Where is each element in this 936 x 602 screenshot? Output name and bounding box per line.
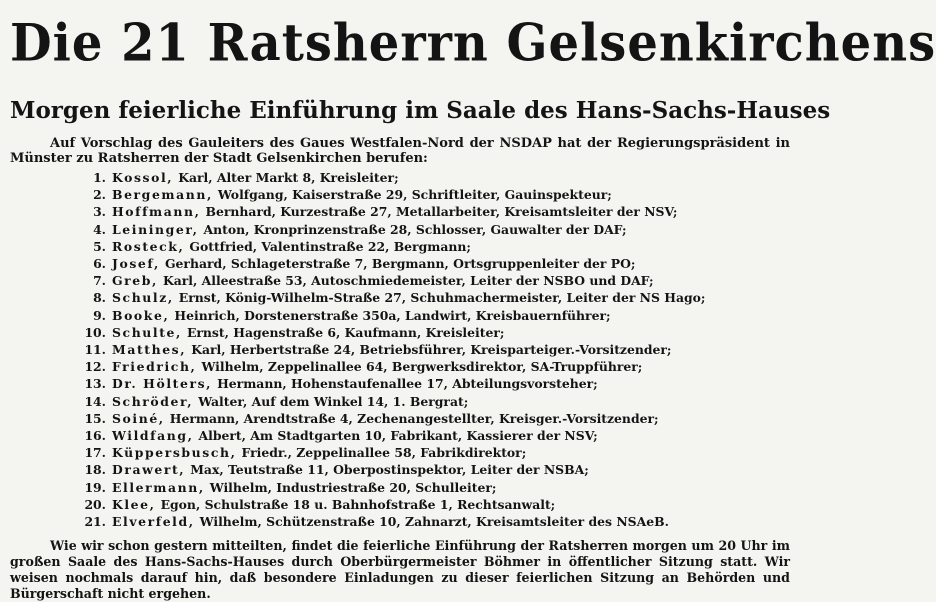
subhead: Morgen feierliche Einführung im Saale des Hans-Sachs-Hauses [10, 97, 831, 124]
entry-number: 12. [84, 359, 106, 375]
entry-number: 5. [93, 238, 106, 254]
entry-details: Wilhelm, Schützenstraße 10, Zahnarzt, Kreisamtsleiter des NSAeB. [199, 514, 669, 530]
entry-number: 16. [84, 428, 106, 444]
entry-number: 20. [84, 496, 106, 512]
entry-name: Elverfeld, [112, 514, 195, 530]
entry-number: 7. [93, 273, 106, 289]
entry-name: Küppersbusch, [112, 445, 237, 461]
ratsherr-entry [84, 169, 790, 186]
entry-number: 1. [93, 170, 106, 185]
entry-name: Leininger, [112, 221, 199, 237]
entry-details: Karl, Herbertstraße 24, Betriebsführer, Kreisparteiger.-Vorsitzender; [191, 342, 672, 358]
ratsherr-entry [84, 341, 790, 358]
entry-details: Anton, Kronprinzenstraße 28, Schlosser, Gauwalter der DAF; [203, 221, 627, 237]
entry-details: Karl, Alleestraße 53, Autoschmiedemeister, Leiter der NSBO und DAF; [162, 273, 654, 289]
entry-name: Josef, [112, 256, 160, 272]
entry-number: 19. [84, 479, 106, 495]
ratsherr-entry [84, 324, 790, 341]
closing-paragraph: Wie wir schon gestern mitteilten, findet die feierliche Einführung der Ratsherren morgen um 20 Uhr im großen Saale des Hans-Sachs-Hauses durch Oberbürgermeister Böhmer in öffentlicher Sitzung statt. Wir weisen nochmals darauf hin, daß besondere Einladungen zu dieser feierlichen Sitzung an Behörden und Bürgerschaft nicht ergehen. [10, 538, 790, 602]
entry-details: Max, Teutstraße 11, Oberpostinspektor, Leiter der NSBA; [190, 462, 589, 478]
entry-name: Dr. Hölters, [112, 376, 213, 392]
entry-name: Matthes, [112, 342, 187, 358]
entry-number: 3. [93, 204, 106, 220]
entry-number: 6. [93, 256, 106, 272]
ratsherr-entry [84, 479, 790, 496]
entry-number: 8. [93, 290, 106, 306]
ratsherr-entry [84, 238, 790, 255]
entry-details: Wolfgang, Kaiserstraße 29, Schriftleiter, Gauinspekteur; [217, 187, 612, 203]
ratsherr-entry [84, 496, 790, 513]
headline: Die 21 Ratsherrn Gelsenkirchens [10, 12, 936, 74]
entry-name: Rosteck, [112, 238, 185, 254]
entry-details: Karl, Alter Markt 8, Kreisleiter; [178, 170, 399, 185]
entry-name: Booke, [112, 307, 170, 323]
entry-details: Wilhelm, Zeppelinallee 64, Bergwerksdirektor, SA-Truppführer; [201, 359, 643, 375]
entry-name: Soiné, [112, 410, 165, 426]
entry-details: Bernhard, Kurzestraße 27, Metallarbeiter, Kreisamtsleiter der NSV; [205, 204, 678, 220]
ratsherr-entry [84, 186, 790, 203]
entry-name: Hoffmann, [112, 204, 201, 220]
entry-name: Schröder, [112, 393, 194, 409]
entry-number: 4. [93, 221, 106, 237]
intro-paragraph: Auf Vorschlag des Gauleiters des Gaues Westfalen-Nord der NSDAP hat der Regierungspräsident in Münster zu Ratsherren der Stadt Gelsenkirchen berufen: [10, 136, 790, 166]
entry-number: 9. [93, 307, 106, 323]
entry-details: Gottfried, Valentinstraße 22, Bergmann; [189, 238, 471, 254]
ratsherr-entry [84, 444, 790, 461]
entry-name: Klee, [112, 496, 156, 512]
entry-details: Ernst, Hagenstraße 6, Kaufmann, Kreisleiter; [186, 324, 505, 340]
entry-number: 17. [84, 445, 106, 461]
entry-details: Albert, Am Stadtgarten 10, Fabrikant, Kassierer der NSV; [198, 428, 598, 444]
ratsherr-entry [84, 358, 790, 375]
entry-details: Wilhelm, Industriestraße 20, Schulleiter; [209, 479, 497, 495]
ratsherr-entry [84, 203, 790, 220]
entry-details: Ernst, König-Wilhelm-Straße 27, Schuhmachermeister, Leiter der NS Hago; [178, 290, 706, 306]
ratsherr-entry [84, 272, 790, 289]
entry-details: Hermann, Arendtstraße 4, Zechenangestellter, Kreisger.-Vorsitzender; [169, 410, 659, 426]
ratsherr-entry [84, 410, 790, 427]
entry-name: Kossol, [112, 170, 174, 185]
entry-details: Gerhard, Schlageterstraße 7, Bergmann, Ortsgruppenleiter der PO; [164, 256, 636, 272]
entry-number: 10. [84, 324, 106, 340]
entry-details: Friedr., Zeppelinallee 58, Fabrikdirektor; [241, 445, 527, 461]
entry-details: Heinrich, Dorstenerstraße 350a, Landwirt, Kreisbauernführer; [174, 307, 611, 323]
entry-number: 13. [84, 376, 106, 392]
ratsherr-entry [84, 255, 790, 272]
ratsherr-entry [84, 393, 790, 410]
entry-number: 18. [84, 462, 106, 478]
entry-number: 21. [84, 514, 106, 530]
ratsherren-list [10, 169, 790, 530]
ratsherr-entry [84, 375, 790, 392]
entry-number: 15. [84, 410, 106, 426]
entry-details: Hermann, Hohenstaufenallee 17, Abteilungsvorsteher; [217, 376, 598, 392]
entry-details: Egon, Schulstraße 18 u. Bahnhofstraße 1, Rechtsanwalt; [160, 496, 556, 512]
entry-name: Wildfang, [112, 428, 194, 444]
ratsherr-entry [84, 221, 790, 238]
entry-number: 2. [93, 187, 106, 203]
entry-name: Schulz, [112, 290, 174, 306]
entry-name: Schulte, [112, 324, 182, 340]
entry-name: Ellermann, [112, 479, 205, 495]
ratsherr-entry [84, 461, 790, 478]
entry-name: Bergemann, [112, 187, 213, 203]
entry-name: Drawert, [112, 462, 186, 478]
entry-name: Friedrich, [112, 359, 197, 375]
ratsherr-entry [84, 427, 790, 444]
entry-number: 11. [84, 342, 106, 358]
entry-number: 14. [84, 393, 106, 409]
ratsherr-entry [84, 307, 790, 324]
ratsherr-entry [84, 289, 790, 306]
ratsherr-entry [84, 513, 790, 530]
entry-details: Walter, Auf dem Winkel 14, 1. Bergrat; [198, 393, 469, 409]
entry-name: Greb, [112, 273, 158, 289]
